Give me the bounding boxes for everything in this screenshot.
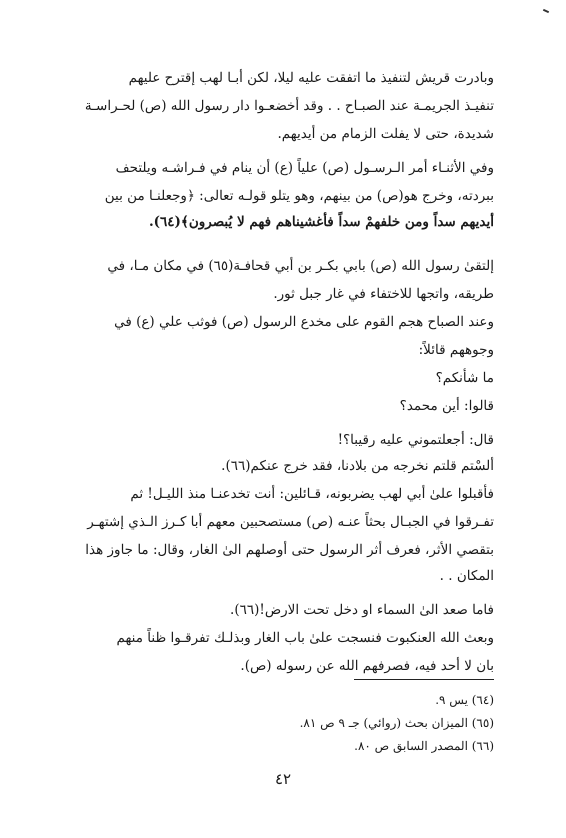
text-line: بتقصي الأثر، فعرف أثر الرسول حتى أوصلهم الىٰ الغار، وقال: ما جاوز هذا [85,542,494,558]
dialogue-line: ما شأنكم؟ [435,370,494,386]
text-line: تنفيـذ الجريمـة عند الصبـاح . . وقد أخضعـوا دار رسول الله (ص) لحـراسـة [84,98,494,114]
text-line: وجوههم قائلاً: [418,342,494,358]
text-line: تفـرقوا في الجبـال بحثاً عنـه (ص) مستصحبين معهم أبا كـرز الـذي إشتهـر [87,514,494,530]
text-line: ببردته، وخرج هو(ص) من بينهم، وهو يتلو قولـه تعالى: ﴿وجعلنـا من بين [104,188,494,204]
page-mark [543,9,549,13]
text-line: طريقه، واتجها للاختفاء في غار جبل ثور. [273,286,494,302]
footnote: (٦٤) يس ٩. [435,693,494,707]
text-line: إلتقىٰ رسول الله (ص) بابي بكـر بن أبي قحافـة(٦٥) في مكان مـا، في [107,258,494,274]
text-line: بان لا أحد فيه، فصرفهم الله عن رسوله (ص). [240,658,494,674]
footnote: (٦٦) المصدر السابق ص ٨٠. [354,739,494,753]
text-line: وبعث الله العنكبوت فنسجت علىٰ باب الغار وبذلـك تفرقـوا ظناً منهم [116,630,494,646]
footnote: (٦٥) الميزان بحث (روائي) جـ ٩ ص ٨١. [299,716,494,730]
text-line: شديدة، حتى لا يفلت الزمام من أيديهم. [277,126,494,142]
text-line: فاما صعد الىٰ السماء او دخل تحت الارض!(٦٦). [230,602,494,618]
dialogue-line: قالوا: أين محمد؟ [399,398,494,414]
text-line: فأقبلوا علىٰ أبي لهب يضربونه، قـائلين: أنت تخدعنـا منذ الليـل! ثم [130,486,494,502]
footnotes [74,0,494,760]
dialogue-line: قال: أجعلتموني عليه رقيبا؟! [337,432,494,448]
text-line: وعند الصباح هجم القوم على مخدع الرسول (ص) فوثب علي (ع) في [114,314,494,330]
text-line: المكان . . [439,568,494,584]
text-line: وفي الأثنـاء أمر الـرسـول (ص) علياً (ع) أن ينام في فـراشـه ويلتحف [115,160,494,176]
dialogue-line: ألسْتم قلتم نخرجه من بلادنا، فقد خرج عنكم(٦٦). [221,458,494,474]
text-line: وبادرت قريش لتنفيذ ما اتفقت عليه ليلا، لكن أبـا لهب إقترح عليهم [128,70,494,86]
page-number: ٤٢ [274,770,292,788]
quran-verse-line: أيديهم سداً ومن خلفهمْ سداً فأغشيناهم فهم لا يُبصرون﴾(٦٤). [148,214,494,230]
